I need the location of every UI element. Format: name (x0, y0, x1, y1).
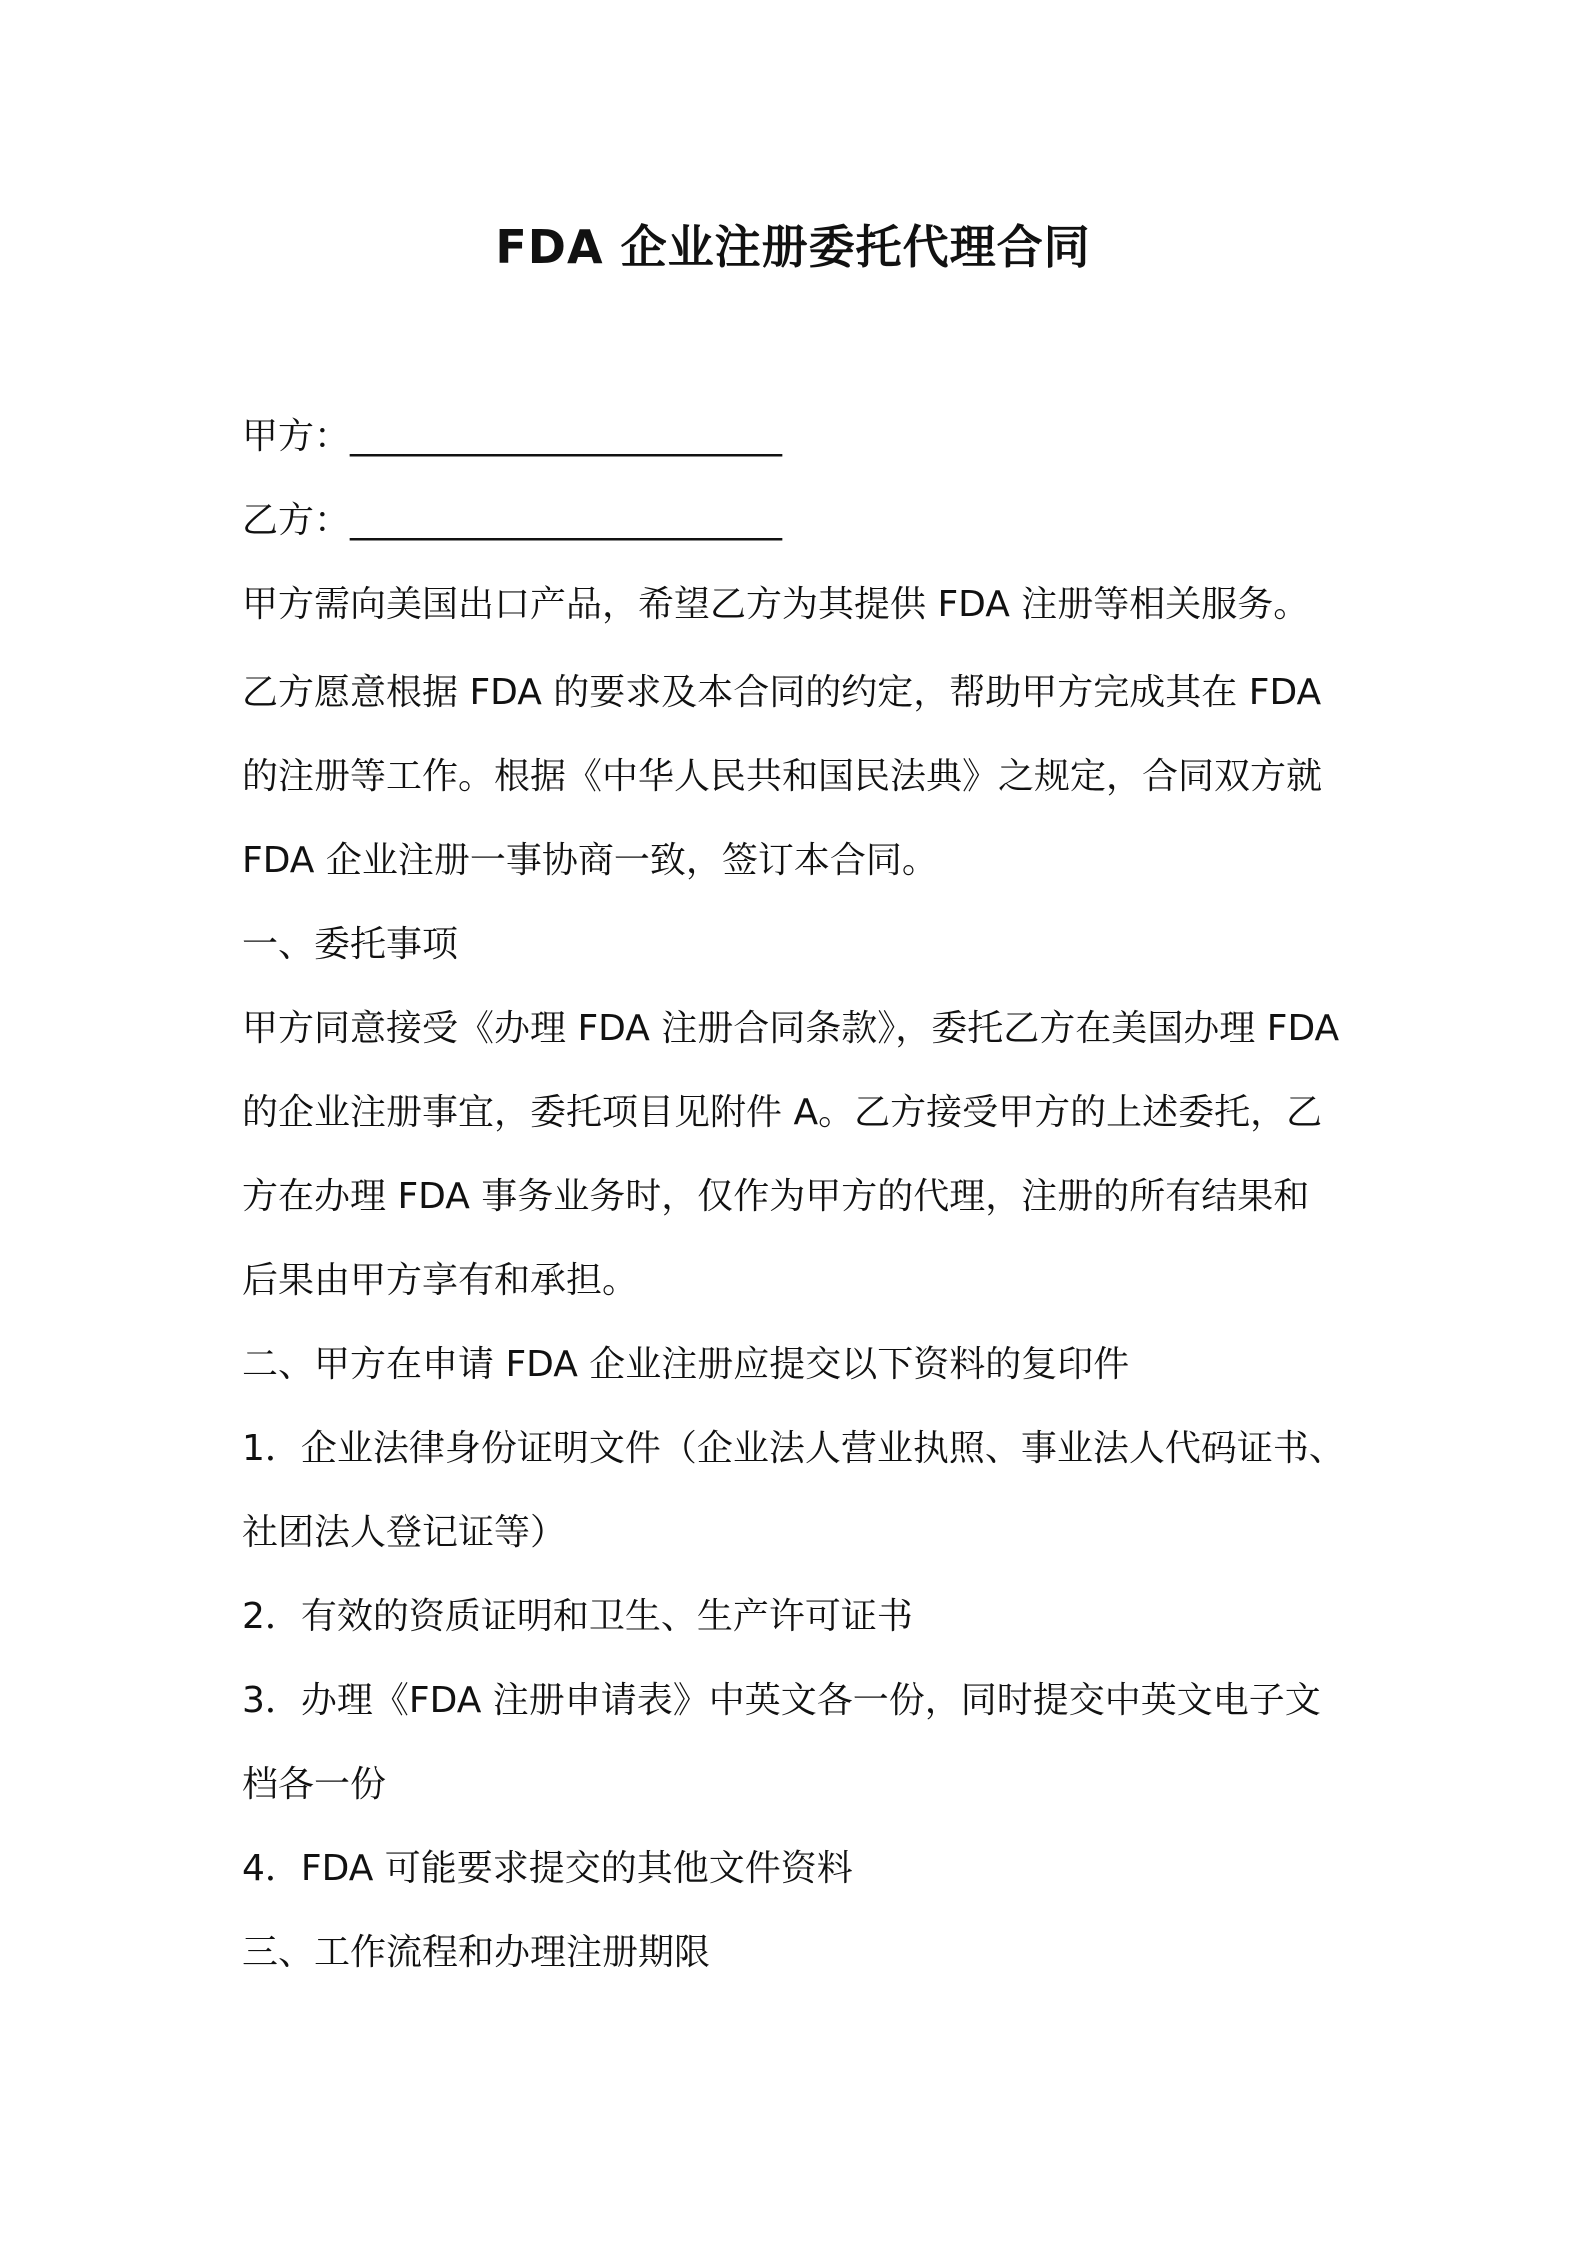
section2-item: 社团法人登记证等） (242, 1512, 567, 1553)
section3-heading: 三、工作流程和办理注册期限 (242, 1932, 711, 1973)
section2-item: 档各一份 (242, 1764, 387, 1805)
party-b-line: 乙方：________________________ (242, 500, 783, 541)
preamble-line: FDA 企业注册一事协商一致，签订本合同。 (242, 840, 938, 881)
section1-line: 后果由甲方享有和承担。 (242, 1260, 639, 1301)
section2-item: 1．企业法律身份证明文件（企业法人营业执照、事业法人代码证书、 (242, 1428, 1345, 1469)
intro-paragraph: 甲方需向美国出口产品，希望乙方为其提供 FDA 注册等相关服务。 (242, 584, 1310, 625)
section1-heading: 一、委托事项 (242, 924, 459, 965)
preamble-line: 乙方愿意根据 FDA 的要求及本合同的约定，帮助甲方完成其在 FDA (242, 672, 1322, 713)
section2-heading: 二、甲方在申请 FDA 企业注册应提交以下资料的复印件 (242, 1344, 1130, 1385)
preamble-line: 的注册等工作。根据《中华人民共和国民法典》之规定，合同双方就 (242, 756, 1323, 797)
section2-item: 2．有效的资质证明和卫生、生产许可证书 (242, 1596, 913, 1637)
party-a-line: 甲方：________________________ (242, 416, 783, 457)
section1-line: 的企业注册事宜，委托项目见附件 A。乙方接受甲方的上述委托，乙 (242, 1092, 1323, 1133)
section1-line: 方在办理 FDA 事务业务时，仅作为甲方的代理，注册的所有结果和 (242, 1176, 1310, 1217)
document-title: FDA 企业注册委托代理合同 (495, 220, 1091, 274)
section1-line: 甲方同意接受《办理 FDA 注册合同条款》，委托乙方在美国办理 FDA (242, 1008, 1340, 1049)
section2-item: 4．FDA 可能要求提交的其他文件资料 (242, 1848, 853, 1889)
section2-item: 3．办理《FDA 注册申请表》中英文各一份，同时提交中英文电子文 (242, 1680, 1321, 1721)
